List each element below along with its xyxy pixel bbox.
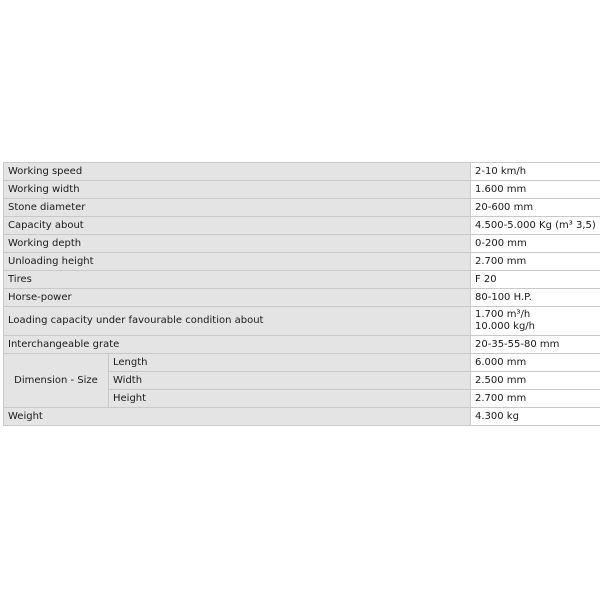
table-row [4,354,600,372]
spec-value: 2-10 km/h [471,163,600,181]
spec-value: 20-35-55-80 mm [471,336,600,354]
table-row [4,235,600,253]
table-row [4,181,600,199]
spec-label: Working depth [4,235,471,253]
table-row [4,271,600,289]
spec-value: 2.700 mm [471,253,600,271]
dimension-group-label: Dimension - Size [4,354,109,408]
spec-label: Working speed [4,163,471,181]
spec-label: Weight [4,408,471,426]
spec-value: 4.500-5.000 Kg (m³ 3,5) [471,217,600,235]
spec-label: Width [109,372,471,390]
table-row [4,217,600,235]
spec-value: 80-100 H.P. [471,289,600,307]
table-row [4,289,600,307]
spec-value: 6.000 mm [471,354,600,372]
spec-value: 0-200 mm [471,235,600,253]
table-row [4,336,600,354]
spec-value: F 20 [471,271,600,289]
spec-label: Length [109,354,471,372]
table-row [4,199,600,217]
spec-label: Horse-power [4,289,471,307]
spec-label: Capacity about [4,217,471,235]
spec-label: Stone diameter [4,199,471,217]
spec-value-line: 10.000 kg/h [475,321,536,332]
spec-value: 2.700 mm [471,390,600,408]
spec-label: Interchangeable grate [4,336,471,354]
spec-label: Tires [4,271,471,289]
spec-label: Height [109,390,471,408]
table-row [4,307,600,336]
spec-label: Working width [4,181,471,199]
spec-value: 20-600 mm [471,199,600,217]
table-row [4,408,600,426]
spec-value: 4.300 kg [471,408,600,426]
spec-value [471,307,600,336]
spec-value: 2.500 mm [471,372,600,390]
table-row [4,163,600,181]
spec-value: 1.600 mm [471,181,600,199]
table-row [4,253,600,271]
specifications-table [3,162,600,426]
spec-label: Loading capacity under favourable condition about [4,307,471,336]
spec-value-line: 1.700 m³/h [475,309,531,320]
spec-label: Unloading height [4,253,471,271]
